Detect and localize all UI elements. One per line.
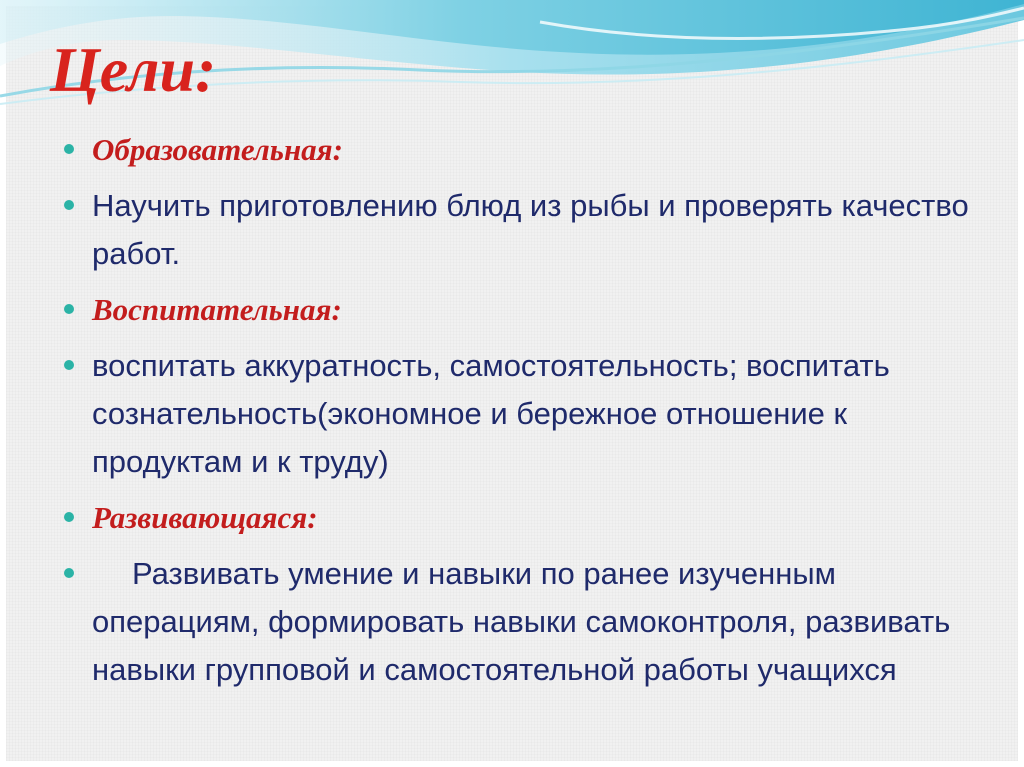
bullet-icon xyxy=(64,304,74,314)
item-text: Воспитательная: xyxy=(92,292,342,327)
goals-list xyxy=(62,126,982,694)
list-item-educational-text xyxy=(62,182,982,278)
list-item-educational-heading xyxy=(62,126,982,174)
list-item-developmental-heading xyxy=(62,494,982,542)
list-item-upbringing-text xyxy=(62,342,982,486)
bullet-icon xyxy=(64,200,74,210)
item-text: Развивать умение и навыки по ранее изученным операциям, формировать навыки самоконтроля, развивать навыки групповой и самостоятельной работы учащихся xyxy=(92,556,951,687)
item-text: воспитать аккуратность, самостоятельность; воспитать сознательность(экономное и бережное отношение к продуктам и к труду) xyxy=(92,348,890,479)
item-text: Научить приготовлению блюд из рыбы и проверять качество работ. xyxy=(92,188,969,271)
item-text: Образовательная: xyxy=(92,132,343,167)
list-item-upbringing-heading xyxy=(62,286,982,334)
bullet-icon xyxy=(64,512,74,522)
bullet-icon xyxy=(64,360,74,370)
list-item-developmental-text xyxy=(62,550,982,694)
slide-title: Цели: xyxy=(50,34,217,105)
bullet-icon xyxy=(64,568,74,578)
item-text: Развивающаяся: xyxy=(92,500,318,535)
bullet-icon xyxy=(64,144,74,154)
